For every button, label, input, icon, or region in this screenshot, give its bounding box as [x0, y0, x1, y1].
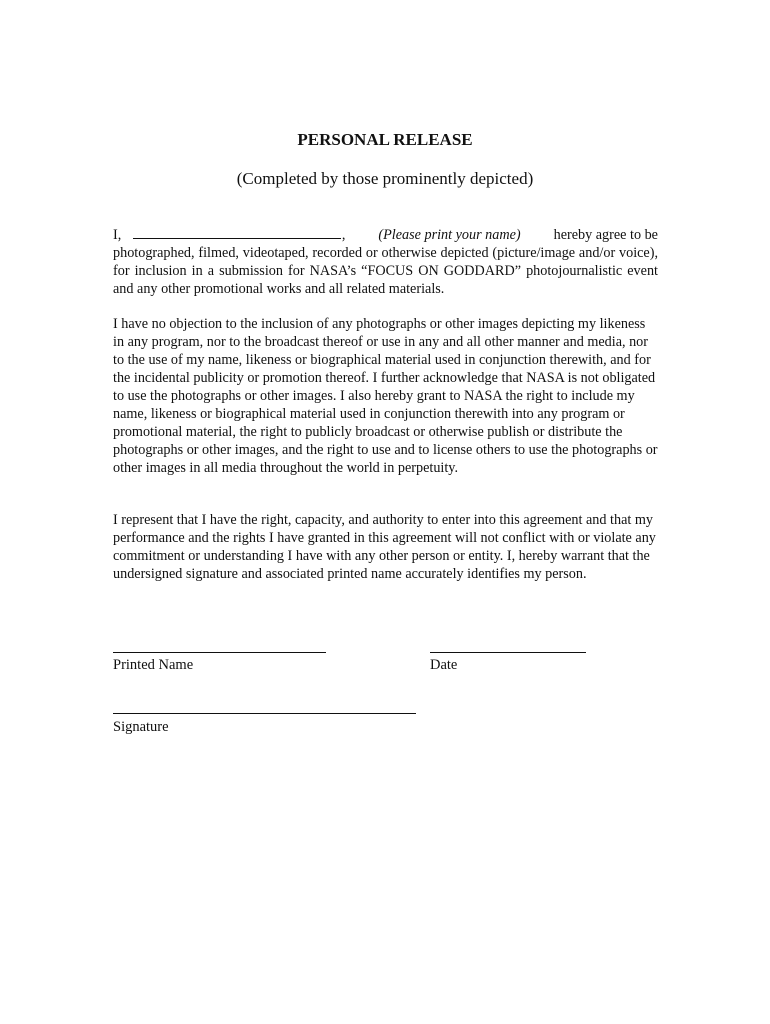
document-subtitle: (Completed by those prominently depicted) — [236, 169, 534, 188]
agreement-first-line — [113, 226, 658, 244]
signature-label: Signature — [113, 719, 169, 735]
agreement-continuation: photographed, filmed, videotaped, recorded or otherwise depicted (picture/image and/or voice), for inclusion in a submission for NASA’s “FOCUS ON GODDARD” photojournalistic event and any other promotional works and all related materials. — [113, 245, 658, 297]
name-blank-line[interactable] — [133, 226, 341, 239]
print-name-instruction: (Please print your name) — [378, 227, 521, 243]
representation-paragraph: I represent that I have the right, capacity, and authority to enter into this agreement and that my performance and the rights I have granted in this agreement will not conflict with or violate any commitment or understanding I have with any other person or entity. I, hereby warrant that the undersigned signature and associated printed name accurately identifies my person. — [113, 512, 656, 582]
date-line[interactable] — [430, 652, 586, 653]
date-label: Date — [430, 657, 458, 673]
no-objection-paragraph: I have no objection to the inclusion of any photographs or other images depicting my likeness in any program, nor to the broadcast thereof or use in any and all other manner and media, nor to the use of my name, likeness or biographical material used in conjunction therewith, and for the incidental publicity or promotion thereof. I further acknowledge that NASA is not obligated to use the photographs or other images. I also hereby grant to NASA the right to include my name, likeness or biographical material used in conjunction therewith into any program or promotional material, the right to publicly broadcast or otherwise publish or distribute the photographs or other images, and the right to use and to license others to use the photographs or other images in all media throughout the world in perpetuity. — [113, 316, 658, 476]
name-prefix: I, , — [113, 227, 346, 243]
agreement-line1-rest: hereby agree to be — [553, 227, 658, 243]
agreement-paragraph — [113, 226, 658, 298]
printed-name-label: Printed Name — [113, 657, 194, 673]
signature-line[interactable] — [113, 713, 416, 714]
document-title: PERSONAL RELEASE — [297, 130, 473, 149]
printed-name-line[interactable] — [113, 652, 326, 653]
